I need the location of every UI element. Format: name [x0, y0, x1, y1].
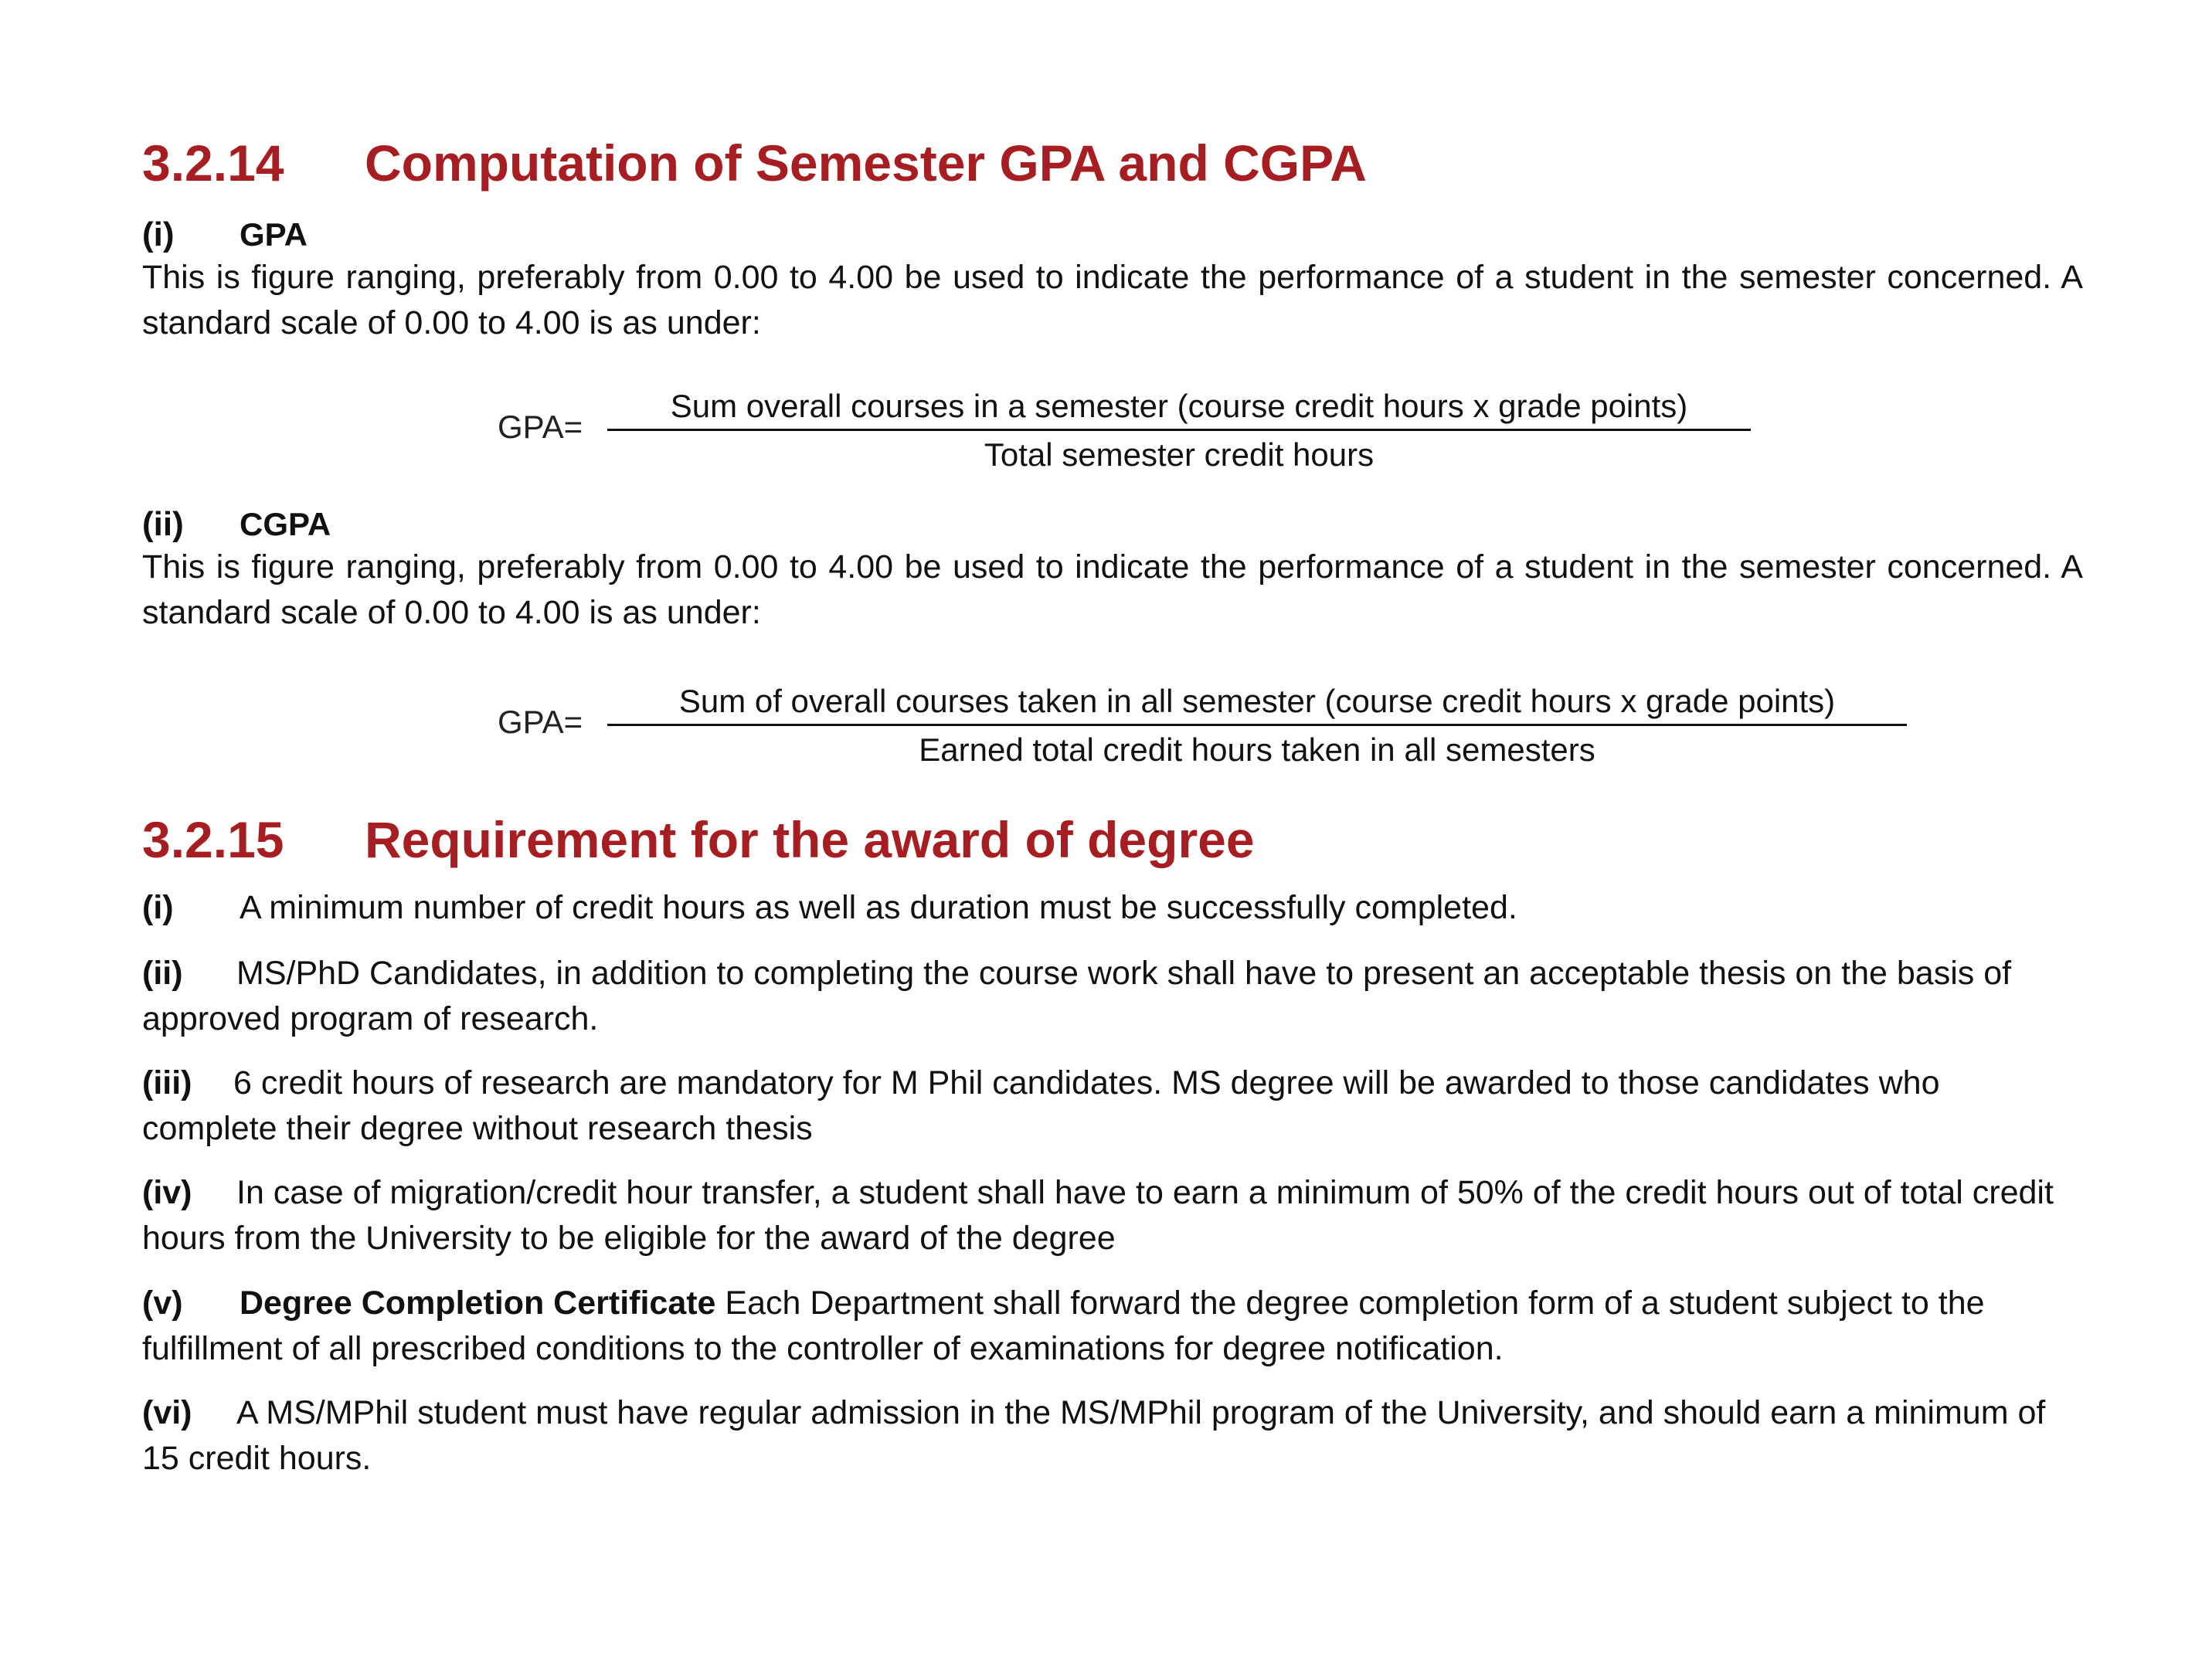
cgpa-description: This is figure ranging, preferably from 0.00 to 4.00 be used to indicate the performance of a student in the semester concerned. A standard scale of 0.00 to 4.00 is as under: [142, 548, 2083, 631]
requirement-item [142, 885, 2083, 931]
gpa-formula-denominator: Total semester credit hours [984, 436, 1375, 473]
gpa-title: GPA [240, 216, 308, 253]
requirement-item [142, 1281, 2083, 1372]
item-label: (iv) [142, 1174, 192, 1211]
cgpa-formula-lhs: GPA= [498, 704, 583, 740]
gpa-formula-numerator: Sum overall courses in a semester (course credit hours x grade points) [607, 390, 1751, 431]
item-text: Each Department shall forward the degree completion form of a student subject to the fulfillment of all prescribed conditions to the controller of examinations for degree notification. [142, 1285, 1985, 1367]
requirement-item [142, 1390, 2083, 1481]
item-label: (v) [142, 1285, 183, 1322]
requirement-item [142, 951, 2083, 1042]
cgpa-formula-denominator: Earned total credit hours taken in all semesters [919, 731, 1595, 768]
gpa-subheading [142, 218, 308, 252]
gpa-formula-fraction [607, 390, 1751, 471]
gpa-description: This is figure ranging, preferably from 0.00 to 4.00 be used to indicate the performance of a student in the semester concerned. A standard scale of 0.00 to 4.00 is as under: [142, 259, 2083, 341]
section-title: Computation of Semester GPA and CGPA [365, 134, 1367, 192]
item-label: (i) [142, 889, 174, 926]
section-heading-3-2-14 [142, 134, 1367, 192]
cgpa-subheading [142, 507, 331, 541]
item-label: (vi) [142, 1394, 192, 1431]
cgpa-formula-fraction [607, 685, 1907, 766]
item-text: 6 credit hours of research are mandatory for M Phil candidates. MS degree will be awarded to those candidates who complete their degree without research thesis [142, 1064, 1940, 1147]
item-text: A minimum number of credit hours as well as duration must be successfully completed. [240, 889, 1517, 926]
requirement-item [142, 1061, 2083, 1152]
cgpa-title: CGPA [240, 506, 331, 542]
cgpa-formula-numerator: Sum of overall courses taken in all semester (course credit hours x grade points) [607, 685, 1907, 726]
cgpa-label: (ii) [142, 505, 184, 543]
item-text: MS/PhD Candidates, in addition to completing the course work shall have to present an acceptable thesis on the basis of approved program of research. [142, 955, 2012, 1037]
requirement-item [142, 1170, 2083, 1261]
section-number: 3.2.15 [142, 811, 284, 868]
item-label: (ii) [142, 955, 183, 992]
item-text: A MS/MPhil student must have regular admission in the MS/MPhil program of the University, and should earn a minimum of 15 credit hours. [142, 1394, 2046, 1477]
gpa-label: (i) [142, 216, 175, 253]
section-title: Requirement for the award of degree [365, 811, 1255, 868]
item-label: (iii) [142, 1064, 192, 1101]
gpa-formula-lhs: GPA= [498, 409, 583, 445]
section-number: 3.2.14 [142, 134, 284, 192]
item-bold-text: Degree Completion Certificate [240, 1285, 716, 1322]
section-heading-3-2-15 [142, 811, 1255, 868]
item-text: In case of migration/credit hour transfer, a student shall have to earn a minimum of 50% of the credit hours out of total credit hours from the University to be eligible for the award of the degree [142, 1174, 2054, 1257]
